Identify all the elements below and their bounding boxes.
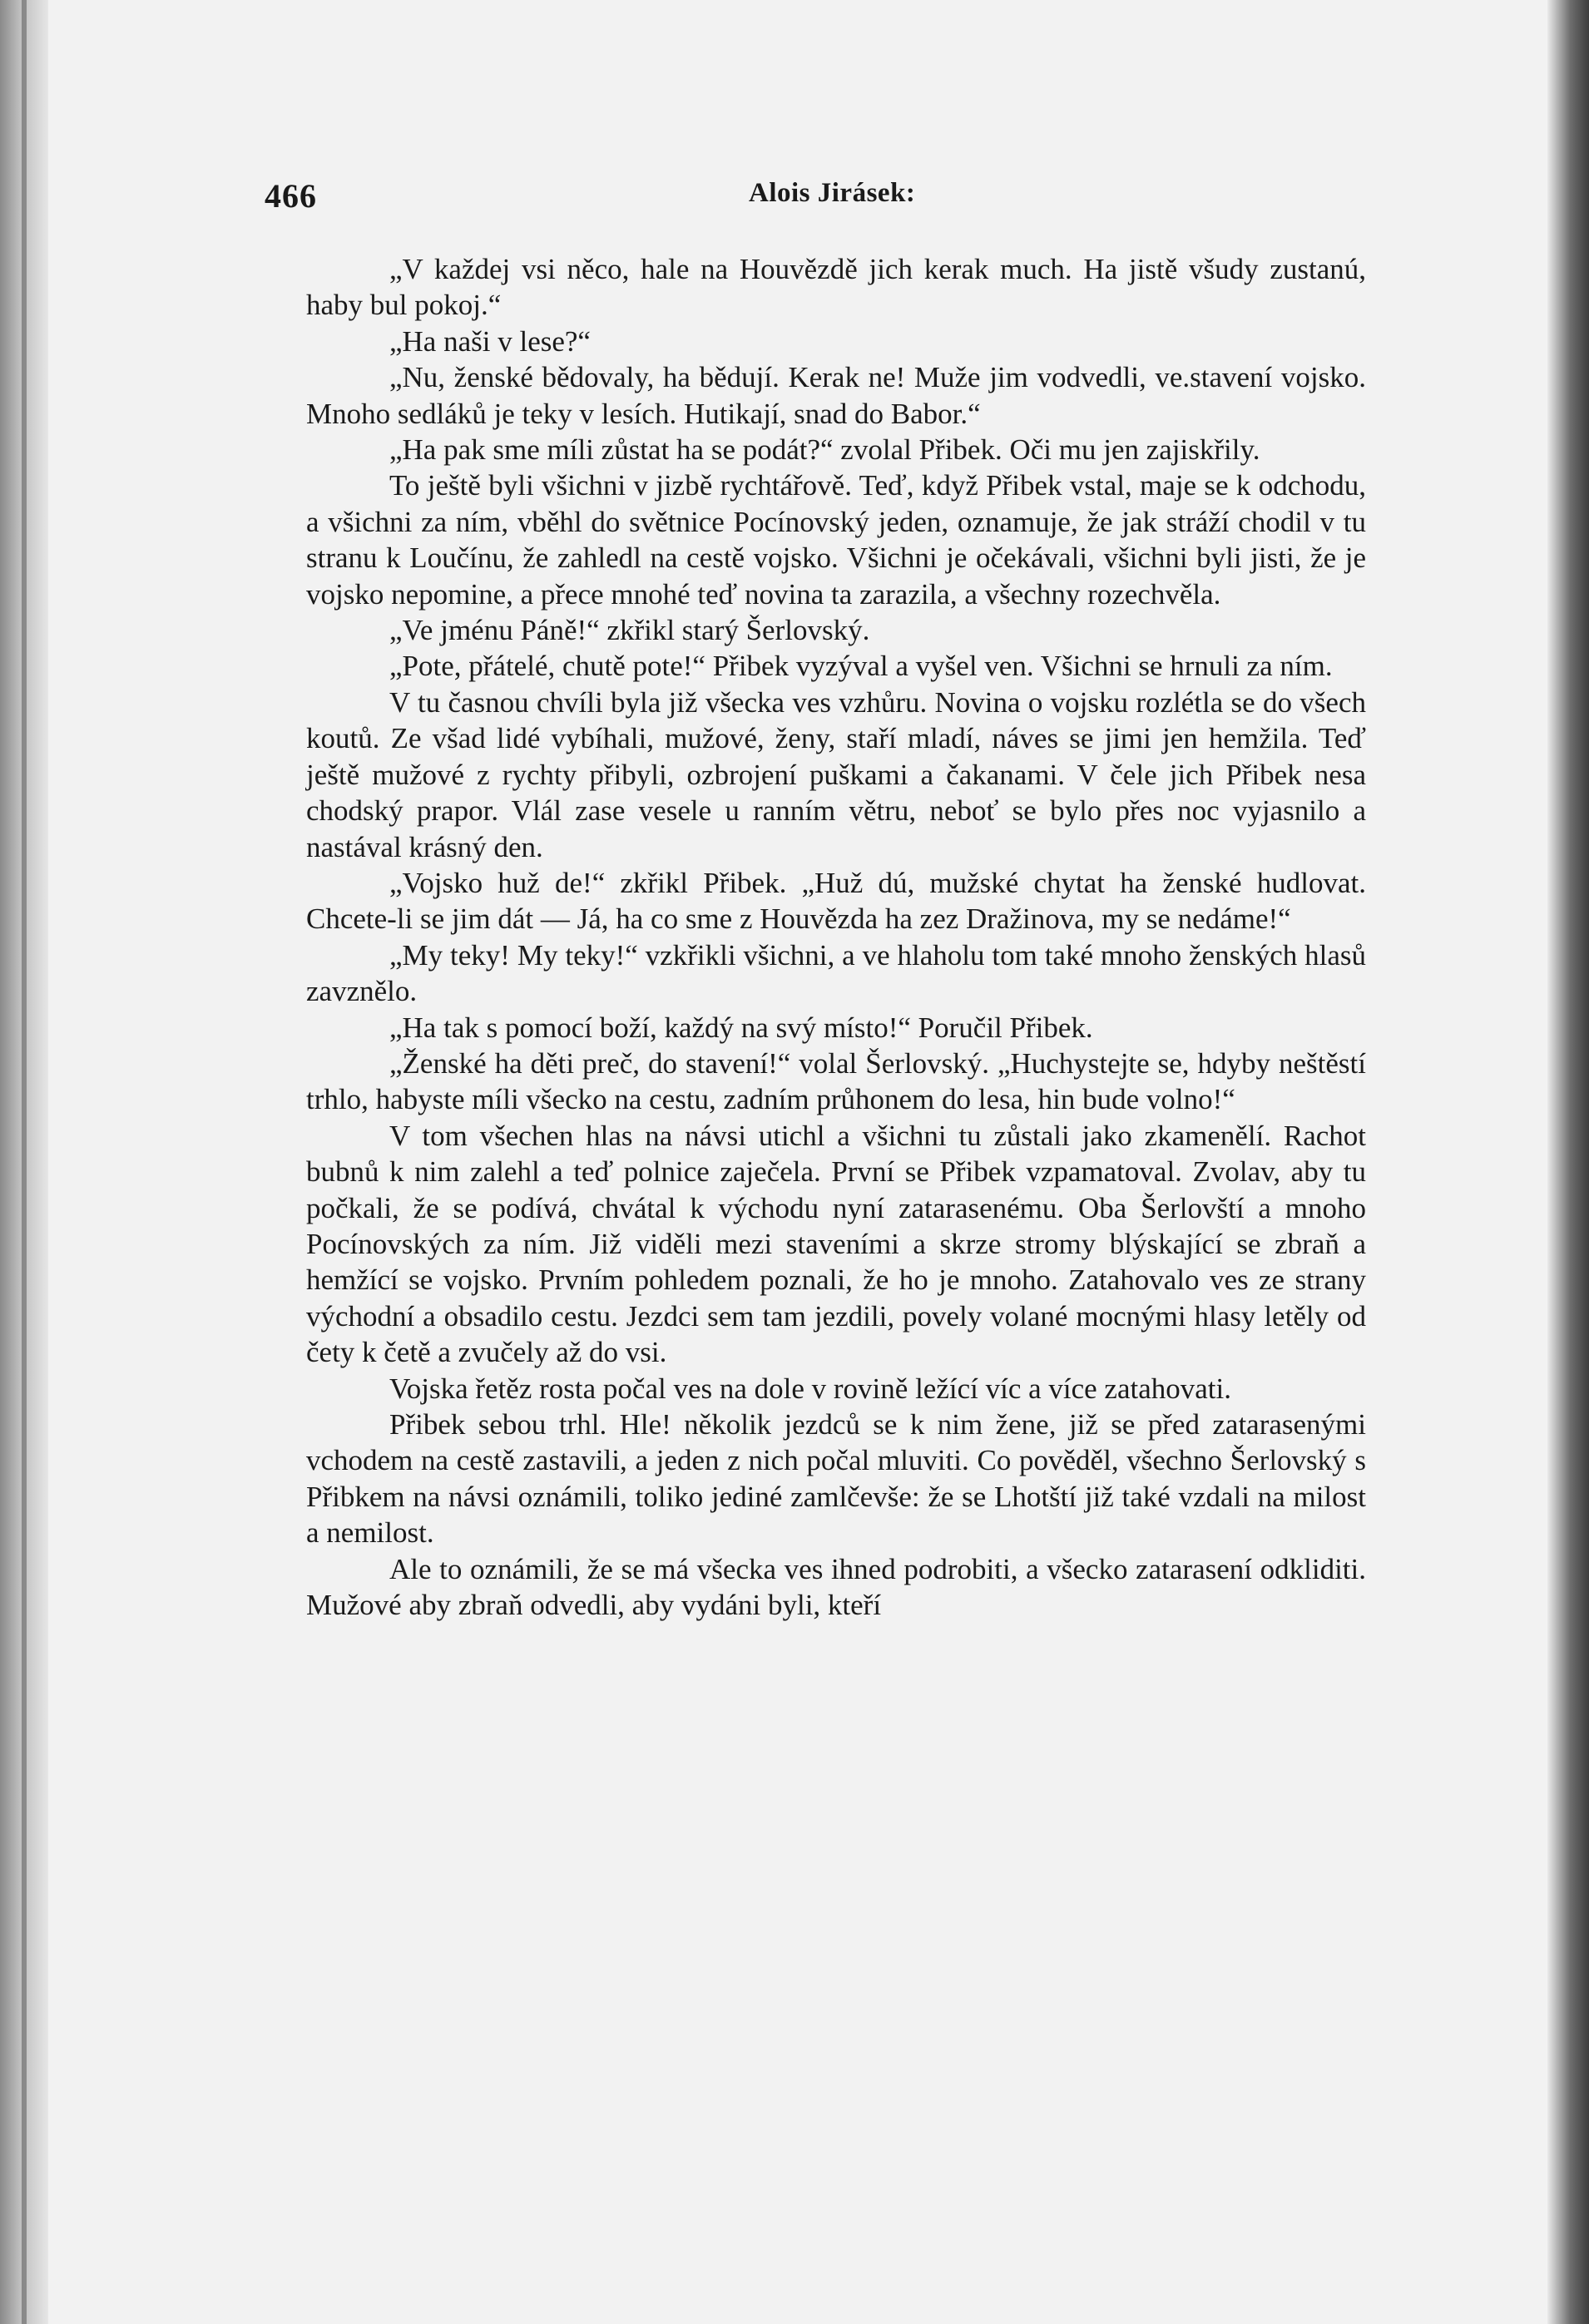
paragraph: Ale to oznámili, že se má všecka ves ihned podrobiti, a všecko zatarasení odkliditi. Mužové aby zbraň odvedli, aby vydáni byli, kteří bbox=[306, 1552, 1366, 1622]
paragraph: Přibek sebou trhl. Hle! několik jezdců se k nim žene, již se před zatarasenými vchodem na cestě zastavili, a jeden z nich počal mluviti. Co pověděl, všechno Šerlovský s Přibkem na návsi oznámili, toliko jediné zamlčevše: že se Lhotští již také vzdali na milost a nemilost. bbox=[306, 1408, 1366, 1550]
paragraph: „Ha naši v lese?“ bbox=[389, 324, 591, 358]
paragraph: „Vojsko huž de!“ zkřikl Přibek. „Huž dú, mužské chytat ha ženské hudlovat. Chcete-li se jim dát — Já, ha co sme z Houvězda ha zez Dražinova, my se nedáme!“ bbox=[306, 866, 1366, 936]
paragraph: „Ha pak sme míli zůstat ha se podát?“ zvolal Přibek. Oči mu jen zajiskřily. bbox=[389, 433, 1260, 467]
page-number: 466 bbox=[265, 177, 317, 215]
paragraph: To ještě byli všichni v jizbě rychtářově. Teď, když Přibek vstal, maje se k odchodu, a všichni za ním, vběhl do světnice Pocínovský jeden, oznamuje, že jak stráží chodil v tu stranu k Loučínu, že zahledl na cestě vojsko. Všichni je očekávali, všichni byli jisti, že je vojsko nepomine, a přece mnohé teď novina ta zarazila, a všechny rozechvěla. bbox=[306, 469, 1366, 611]
running-head: Alois Jirásek: bbox=[749, 178, 916, 208]
page-edge-shadow bbox=[1547, 0, 1589, 2324]
paragraph: „Ve jménu Páně!“ zkřikl starý Šerlovský. bbox=[389, 614, 870, 647]
paragraph: „Ženské ha děti preč, do stavení!“ volal Šerlovský. „Huchystejte se, hdyby neštěstí trhlo, habyste míli všecko na cestu, zadním průhonem do lesa, hin bude volno!“ bbox=[306, 1046, 1366, 1116]
paragraph: „Pote, přátelé, chutě pote!“ Přibek vyzýval a vyšel ven. Všichni se hrnuli za ním. bbox=[389, 650, 1333, 683]
binding-edge bbox=[22, 0, 27, 2324]
paragraph: „V každej vsi něco, hale na Houvězdě jich kerak much. Ha jistě všudy zustanú, haby bul pokoj.“ bbox=[306, 253, 1366, 322]
paragraph: Vojska řetěz rosta počal ves na dole v rovině ležící víc a více zatahovati. bbox=[389, 1372, 1231, 1405]
body-text bbox=[306, 251, 1366, 1623]
paragraph: V tu časnou chvíli byla již všecka ves vzhůru. Novina o vojsku rozlétla se do všech koutů. Ze všad lidé vybíhali, mužové, ženy, staří mladí, náves se jimi jen hemžila. Teď ještě mužové z rychty přibyli, ozbrojení puškami a čakanami. V čele jich Přibek nesa chodský prapor. Vlál zase vesele u ranním větru, neboť se bylo přes noc vyjasnilo a nastával krásný den. bbox=[306, 685, 1366, 863]
paragraph: V tom všechen hlas na návsi utichl a všichni tu zůstali jako zkamenělí. Rachot bubnů k nim zalehl a teď polnice zaječela. První se Přibek vzpamatoval. Zvolav, aby tu počkali, že se podívá, chvátal k východu nyní zatarasenému. Oba Šerlovští a mnoho Pocínovských za ním. Již viděli mezi staveními a skrze stromy blýskající se zbraň a hemžící se vojsko. Prvním pohledem poznali, že ho je mnoho. Zatahovalo ves ze strany východní a obsadilo cestu. Jezdci sem tam jezdili, povely volané mocnými hlasy letěly od čety k četě a zvučely až do vsi. bbox=[306, 1119, 1366, 1369]
page-header bbox=[265, 176, 1281, 218]
paragraph: „Nu, ženské bědovaly, ha bědují. Kerak ne! Muže jim vodvedli, ve.stavení vojsko. Mnoho sedláků je teky v lesích. Hutikají, snad do Babor.“ bbox=[306, 361, 1366, 430]
paragraph: „My teky! My teky!“ vzkřikli všichni, a ve hlaholu tom také mnoho ženských hlasů zavznělo. bbox=[306, 938, 1366, 1008]
paragraph: „Ha tak s pomocí boží, každý na svý místo!“ Poručil Přibek. bbox=[389, 1011, 1093, 1044]
